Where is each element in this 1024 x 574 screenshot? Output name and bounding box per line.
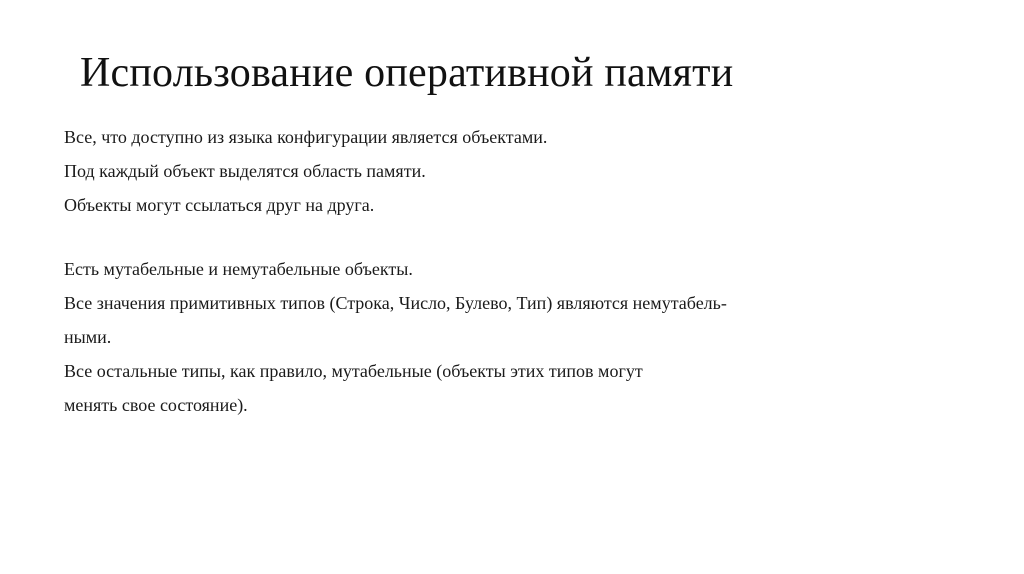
paragraph-2 [64, 252, 944, 422]
body-line: Есть мутабельные и немутабельные объекты. [64, 259, 413, 279]
body-line: Объекты могут ссылаться друг на друга. [64, 195, 375, 215]
body-line: Все остальные типы, как правило, мутабельные (объекты этих типов могут [64, 361, 643, 381]
slide-title: Использование оперативной памяти [80, 50, 734, 96]
body-line: Под каждый объект выделятся область памяти. [64, 161, 426, 181]
paragraph-gap [64, 222, 944, 252]
paragraph-1 [64, 120, 944, 222]
body-line: Все значения примитивных типов (Строка, Число, Булево, Тип) являются немутабель- [64, 293, 727, 313]
body-line: менять свое состояние). [64, 395, 248, 415]
body-line: Все, что доступно из языка конфигурации является объектами. [64, 127, 548, 147]
body-line: ными. [64, 327, 112, 347]
slide-body [64, 120, 944, 422]
